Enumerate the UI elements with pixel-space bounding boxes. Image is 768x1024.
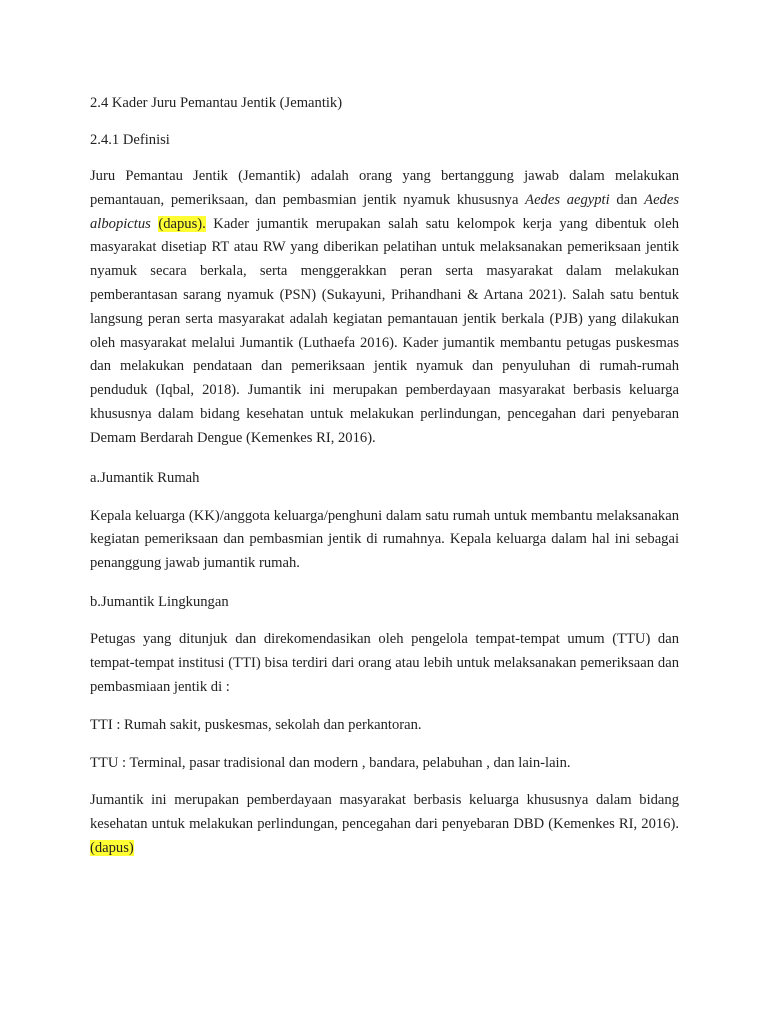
highlighted-citation-closing: (dapus) [90,839,134,856]
closing-text: Jumantik ini merupakan pemberdayaan masyarakat berbasis keluarga khususnya dalam bidang kesehatan untuk melakukan perlindungan, pencegahan dari penyebaran DBD (Kemenkes RI, 2016). [90,792,679,833]
ttu-line: TTU : Terminal, pasar tradisional dan modern , bandara, pelabuhan , dan lain-lain. [90,755,571,772]
section-title: 2.4 Kader Juru Pemantau Jentik (Jemantik) [90,95,343,111]
definition-text-4: Kader jumantik merupakan salah satu kelompok kerja yang dibentuk oleh masyarakat disetiap RT atau RW yang diberikan pelatihan untuk melaksanakan pemeriksaan jentik nyamuk secara berkala, serta menggerakkan peran serta masyarakat dalam melakukan pemberantasan sarang nyamuk (PSN) (Sukayuni, Prihandhani & Artana 2021). Salah satu bentuk langsung peran serta masyarakat adalah kegiatan pemantauan jentik berkala (PJB) yang dilakukan oleh masyarakat melalui Jumantik (Luthaefa 2016). Kader jumantik membantu petugas puskesmas dan melakukan pendataan dan pemeriksaan jentik nyamuk dan penyuluhan di rumah-rumah penduduk (Iqbal, 2018). Jumantik ini merupakan pemberdayaan masyarakat berbasis keluarga khususnya dalam bidang kesehatan untuk melakukan perlindungan, pencegahan dari penyebaran Demam Berdarah Dengue (Kemenkes RI, 2016). [90,215,679,446]
jumantik-lingkungan-paragraph: Petugas yang ditunjuk dan direkomendasikan oleh pengelola tempat-tempat umum (TTU) dan tempat-tempat institusi (TTI) bisa terdiri dari orang atau lebih untuk melaksanakan pemeriksaan dan pembasmiaan jentik di : [90,630,679,695]
sub-a-title: a.Jumantik Rumah [90,469,200,486]
closing-paragraph [90,789,679,860]
species-name-albopictus: Aedes albopictus [90,191,680,232]
jumantik-rumah-paragraph: Kepala keluarga (KK)/anggota keluarga/penghuni dalam satu rumah untuk membantu melaksanakan kegiatan pemeriksaan dan pembasmian jentik di rumahnya. Kepala keluarga dalam hal ini sebagai penanggung jawab jumantik rumah. [90,507,679,572]
definition-paragraph [90,165,679,451]
sub-b-title: b.Jumantik Lingkungan [90,593,229,610]
species-name-aegypti: Aedes aegypti [525,191,610,208]
subsection-title: 2.4.1 Definisi [90,132,170,148]
definition-text-2: dan [609,191,645,208]
highlighted-citation: (dapus). [158,215,206,232]
tti-line: TTI : Rumah sakit, puskesmas, sekolah dan perkantoran. [90,717,422,734]
definition-text-1: Juru Pemantau Jentik (Jemantik) adalah orang yang bertanggung jawab dalam melakukan pemantauan, pemeriksaan, dan pembasmian jentik nyamuk khususnya [90,168,679,208]
